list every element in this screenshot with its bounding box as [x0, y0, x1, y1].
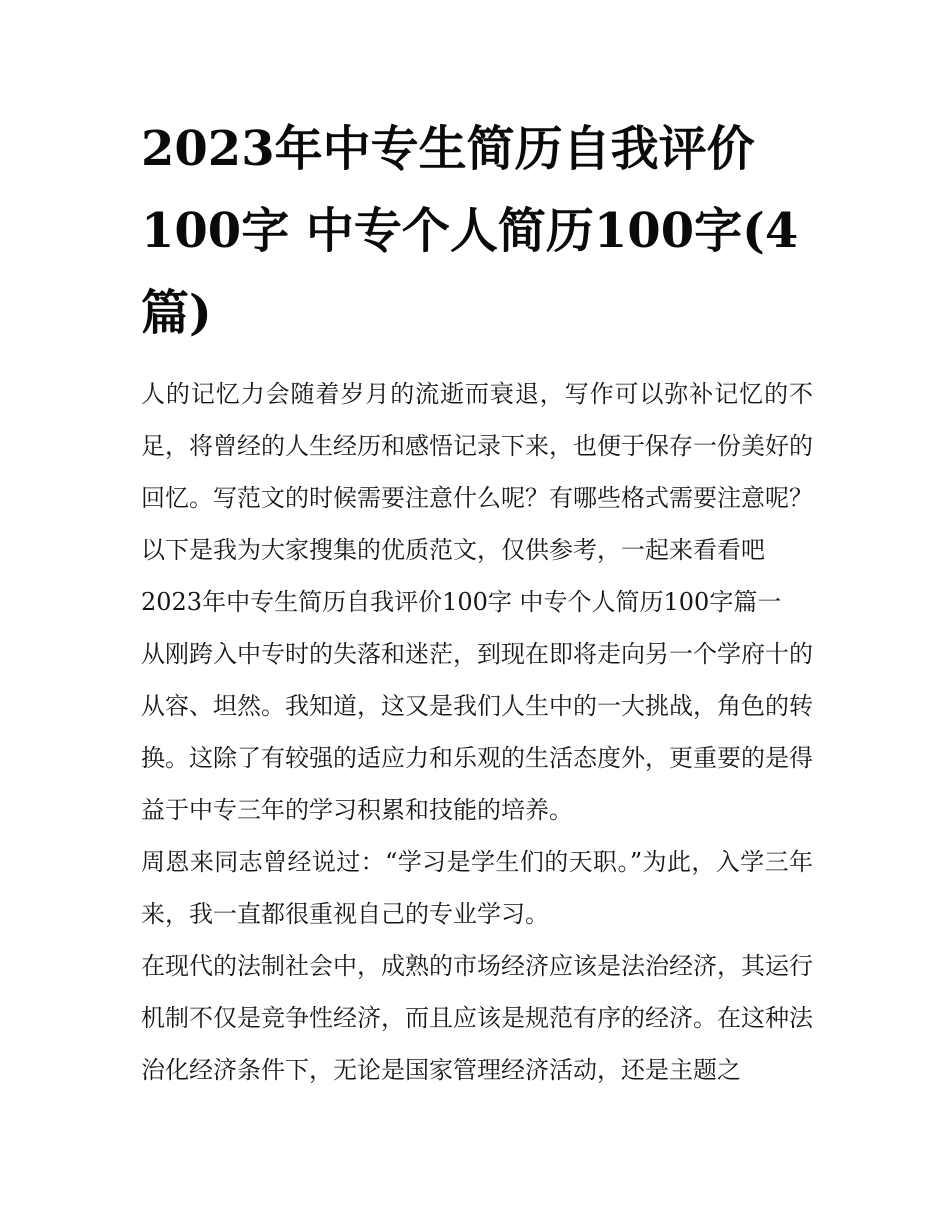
- section-heading: 2023年中专生简历自我评价100字 中专个人简历100字篇一: [141, 588, 782, 616]
- intro-paragraph: 人的记忆力会随着岁月的流逝而衰退，写作可以弥补记忆的不足，将曾经的人生经历和感悟记录下来，也便于保存一份美好的回忆。写范文的时候需要注意什么呢？有哪些格式需要注意呢？以下是我为大家搜集的优质范文，仅供参考，一起来看看吧: [141, 380, 813, 564]
- body-paragraph: 从刚跨入中专时的失落和迷茫，到现在即将走向另一个学府十的从容、坦然。我知道，这又是我们人生中的一大挑战，角色的转换。这除了有较强的适应力和乐观的生活态度外，更重要的是得益于中专三年的学习积累和技能的培养。: [141, 640, 813, 824]
- document-page: [141, 108, 813, 1096]
- body-paragraph: 在现代的法制社会中，成熟的市场经济应该是法治经济，其运行机制不仅是竞争性经济，而且应该是规范有序的经济。在这种法治化经济条件下，无论是国家管理经济活动，还是主题之: [141, 952, 813, 1084]
- document-title: 2023年中专生简历自我评价100字 中专个人简历100字(4篇): [141, 121, 799, 341]
- body-paragraph: 周恩来同志曾经说过：“学习是学生们的天职。”为此，入学三年来，我一直都很重视自己的专业学习。: [141, 848, 813, 928]
